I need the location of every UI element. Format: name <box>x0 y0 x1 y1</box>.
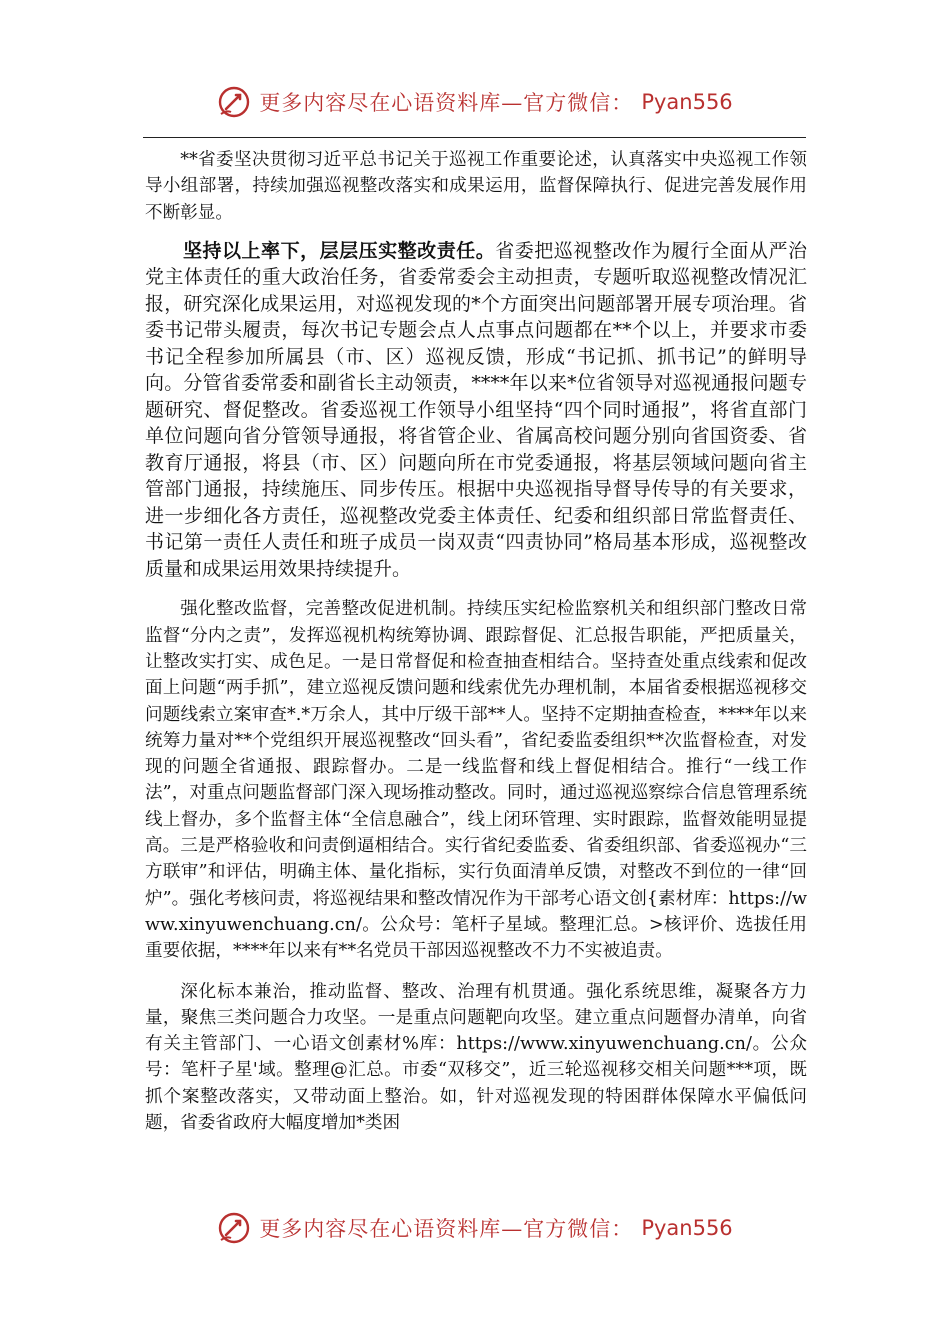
page-header <box>0 82 950 122</box>
paragraph-text: 深化标本兼治，推动监督、整改、治理有机贯通。强化系统思维，凝聚各方力量，聚焦三类问题合力攻坚。一是重点问题靶向攻坚。建立重点问题督办清单，向省有关主管部门、一心语文创素材%库：https://www.xinyuwenchuang.cn/。公众号：笔杆子星'域。整理@汇总。市委“双移交”，近三轮巡视移交相关问题***项，既抓个案整改落实，又带动面上整治。如，针对巡视发现的特困群体保障水平偏低问题，省委省政府大幅度增加*类困 <box>145 981 807 1134</box>
paragraph-governance <box>145 979 807 1137</box>
paragraph-text: **省委坚决贯彻习近平总书记关于巡视工作重要论述，认真落实中央巡视工作领导小组部署，持续加强巡视整改落实和成果运用，监督保障执行、促进完善发展作用不断彰显。 <box>145 150 807 223</box>
paragraph-supervision <box>145 596 807 964</box>
paragraph-lead: 坚持以上率下，层层压实整改责任。 <box>183 239 496 262</box>
paragraph-responsibility <box>145 238 807 583</box>
header-divider <box>143 137 806 138</box>
header-brand <box>217 85 732 119</box>
paragraph-text: 省委把巡视整改作为履行全面从严治党主体责任的重大政治任务，省委常委会主动担责，专题听取巡视整改情况汇报，研究深化成果运用，对巡视发现的*个方面突出问题部署开展专项治理。省委书记带头履责，每次书记专题会点人点事点问题都在**个以上，并要求市委书记全程参加所属县（市、区）巡视反馈，形成“书记抓、抓书记”的鲜明导向。分管省委常委和副省长主动领责，****年以来*位省领导对巡视通报问题专题研究、督促整改。省委巡视工作领导小组坚持“四个同时通报”，将省直部门单位问题向省分管领导通报，将省管企业、省属高校问题分别向省国资委、省教育厅通报，将县（市、区）问题向所在市党委通报，将基层领域问题向省主管部门通报，持续施压、同步传压。根据中央巡视指导督导传导的有关要求，进一步细化各方责任，巡视整改党委主体责任、纪委和组织部日常监督责任、书记第一责任人责任和班子成员一岗双责“四责协同”格局基本形成，巡视整改质量和成果运用效果持续提升。 <box>145 239 807 580</box>
document-body <box>145 147 807 1136</box>
header-brand-text: 更多内容尽在心语资料库—官方微信： <box>259 91 634 115</box>
header-wechat-id: Pyan556 <box>641 90 733 114</box>
paragraph-text: 强化整改监督，完善整改促进机制。持续压实纪检监察机关和组织部门整改日常监督“分内之责”，发挥巡视机构统筹协调、跟踪督促、汇总报告职能，严把质量关，让整改实打实、成色足。一是日常督促和检查抽查相结合。坚持查处重点线索和促改面上问题“两手抓”，建立巡视反馈问题和线索优先办理机制，本届省委根据巡视移交问题线索立案审查*.*万余人，其中厅级干部**人。坚持不定期抽查检查，****年以来统筹力量对**个党组织开展巡视整改“回头看”，省纪委监委组织**次监督检查，对发现的问题全省通报、跟踪督办。二是一线监督和线上督促相结合。推行“一线工作法”，对重点问题监督部门深入现场推动整改。同时，通过巡视巡察综合信息管理系统线上督办，多个监督主体“全信息融合”，线上闭环管理、实时跟踪，监督效能明显提高。三是严格验收和问责倒逼相结合。实行省纪委监委、省委组织部、省委巡视办“三方联审”和评估，明确主体、量化指标，实行负面清单反馈，对整改不到位的一律“回炉”。强化考核问责，将巡视结果和整改情况作为干部考心语文创{素材库：https://www.xinyuwenchuang.cn/。公众号：笔杆子星域。整理汇总。>核评价、选拔任用重要依据，****年以来有**名党员干部因巡视整改不力不实被追责。 <box>145 599 807 962</box>
footer-wechat-id: Pyan556 <box>641 1216 733 1240</box>
brand-logo-icon <box>217 85 251 119</box>
footer-brand <box>217 1211 732 1245</box>
footer-brand-text: 更多内容尽在心语资料库—官方微信： <box>259 1217 634 1241</box>
paragraph-intro <box>145 147 807 226</box>
page-footer <box>0 1208 950 1248</box>
brand-logo-icon <box>217 1211 251 1245</box>
